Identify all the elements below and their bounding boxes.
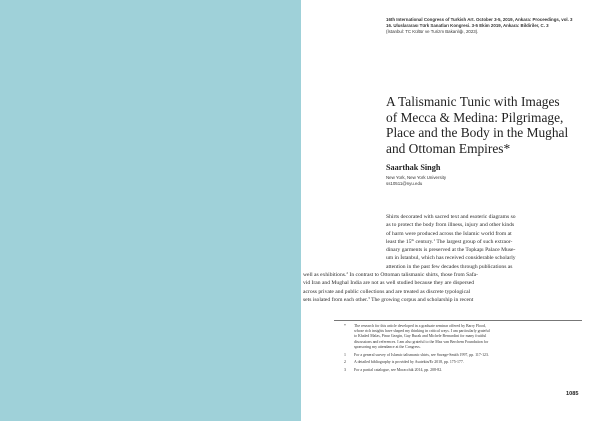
footnote-divider xyxy=(334,320,582,321)
footnote-line: discussions and references. I am also grateful to the Max van Berchem Foundation for xyxy=(354,339,489,344)
footnote-line: whose rich insights have shaped my thinking in critical ways. I am particularly grateful xyxy=(354,329,490,334)
footnote xyxy=(344,324,490,350)
body-text-run: Shirts decorated with sacred text and esoteric diagrams so xyxy=(386,214,516,220)
footnote-line: For a partial catalogue, see Moracchik 2014, pp. 208-82. xyxy=(354,368,443,372)
header-line-publisher: (İstanbul: TC Kültür ve Turizm Bakanlığı, 2023). xyxy=(386,28,479,34)
footnote-mark: 3 xyxy=(344,368,346,372)
footnote xyxy=(344,368,443,373)
body-line xyxy=(303,271,582,279)
page-number: 1085 xyxy=(566,391,579,397)
body-line xyxy=(303,238,582,246)
body-line xyxy=(303,254,582,262)
author-name: Saarthak Singh xyxy=(386,163,441,172)
footnote xyxy=(344,352,489,358)
body-text-run: The growing corpus and scholarship in recent xyxy=(369,296,474,303)
body-text xyxy=(303,213,582,304)
footnote-mark: * xyxy=(344,324,346,328)
footnote xyxy=(344,360,464,365)
body-text-run: as to protect the body from illness, injury and other kinds xyxy=(386,222,515,229)
footnote-mark: 1 xyxy=(344,352,346,357)
body-line xyxy=(303,263,582,271)
body-text-run: least the 15 xyxy=(386,238,412,245)
author-affiliation: New York, New York University xyxy=(386,175,447,180)
author-email: ss10511@nyu.edu xyxy=(386,180,423,186)
footnote-ref[interactable]: 2 xyxy=(346,271,349,276)
body-text-run: of harm were produced across the Islamic world from at xyxy=(386,230,512,237)
body-line xyxy=(303,246,582,254)
ordinal-suffix: th xyxy=(411,237,415,242)
body-text-run: um in İstanbul, which has received considerable scholarly xyxy=(386,255,516,262)
footnote-line: to Khaled Malas, Pinar Gezgin, Guy Burak and Michele Bernardini for many fruitful xyxy=(354,334,487,339)
header-line-tr: 16. Uluslararası Türk Sanatları Kongresi. 3-5 Ekim 2019, Ankara: Bildiriler, C. 3 xyxy=(386,22,549,28)
footnote-line: The research for this article developed in a graduate seminar offered by Barry Flood, xyxy=(354,324,486,328)
body-line xyxy=(303,221,582,229)
title-line: of Mecca & Medina: Pilgrimage, xyxy=(386,109,564,125)
body-line xyxy=(303,230,582,238)
title-line: Place and the Body in the Mughal xyxy=(386,125,569,141)
body-text-run: vid Iran and Mughal India are not as well studied because they are dispersed xyxy=(303,280,475,287)
body-text-run: sets isolated from each other. xyxy=(303,296,369,303)
body-text-run: across private and public collections and are treated as discrete typological xyxy=(303,288,471,295)
body-text-run: In contrast to Ottoman talismanic shirts, those from Safa- xyxy=(348,272,478,279)
proceedings-header xyxy=(386,17,591,34)
document-page xyxy=(301,0,600,421)
footnote-ref[interactable]: 3 xyxy=(368,295,370,300)
body-line xyxy=(303,296,582,304)
body-text-run: attention in the past few decades through publications as xyxy=(386,263,513,270)
article-title xyxy=(386,94,591,156)
body-text-run: well as exhibitions. xyxy=(303,272,347,279)
footnote-line: sponsoring my attendance at the Congress. xyxy=(354,344,421,349)
footnote-ref[interactable]: 1 xyxy=(433,237,436,242)
body-line xyxy=(303,279,582,287)
footnote-mark: 2 xyxy=(344,360,346,364)
title-line: and Ottoman Empires* xyxy=(386,140,511,156)
body-line xyxy=(303,288,582,296)
body-text-run: dinary garments is preserved at the Topkapı Palace Muse- xyxy=(386,247,516,254)
title-line: A Talismanic Tunic with Images xyxy=(386,94,560,109)
body-text-run: century. xyxy=(414,238,434,245)
body-line xyxy=(303,213,582,221)
footnote-line: A detailed bibliography is provided by Asatekin/Er 2018, pp. 175-177. xyxy=(354,360,464,364)
footnote-line: For a general survey of Islamic talismanic shirts, see Savage-Smith 1997, pp. 117-123. xyxy=(354,352,489,357)
author-affiliation-block xyxy=(386,175,446,186)
body-text-run: The largest group of such extraor- xyxy=(435,238,513,245)
header-line-en: 16th International Congress of Turkish Art. October 3-5, 2019, Ankara: Proceedings, vol. 3 xyxy=(386,17,573,22)
